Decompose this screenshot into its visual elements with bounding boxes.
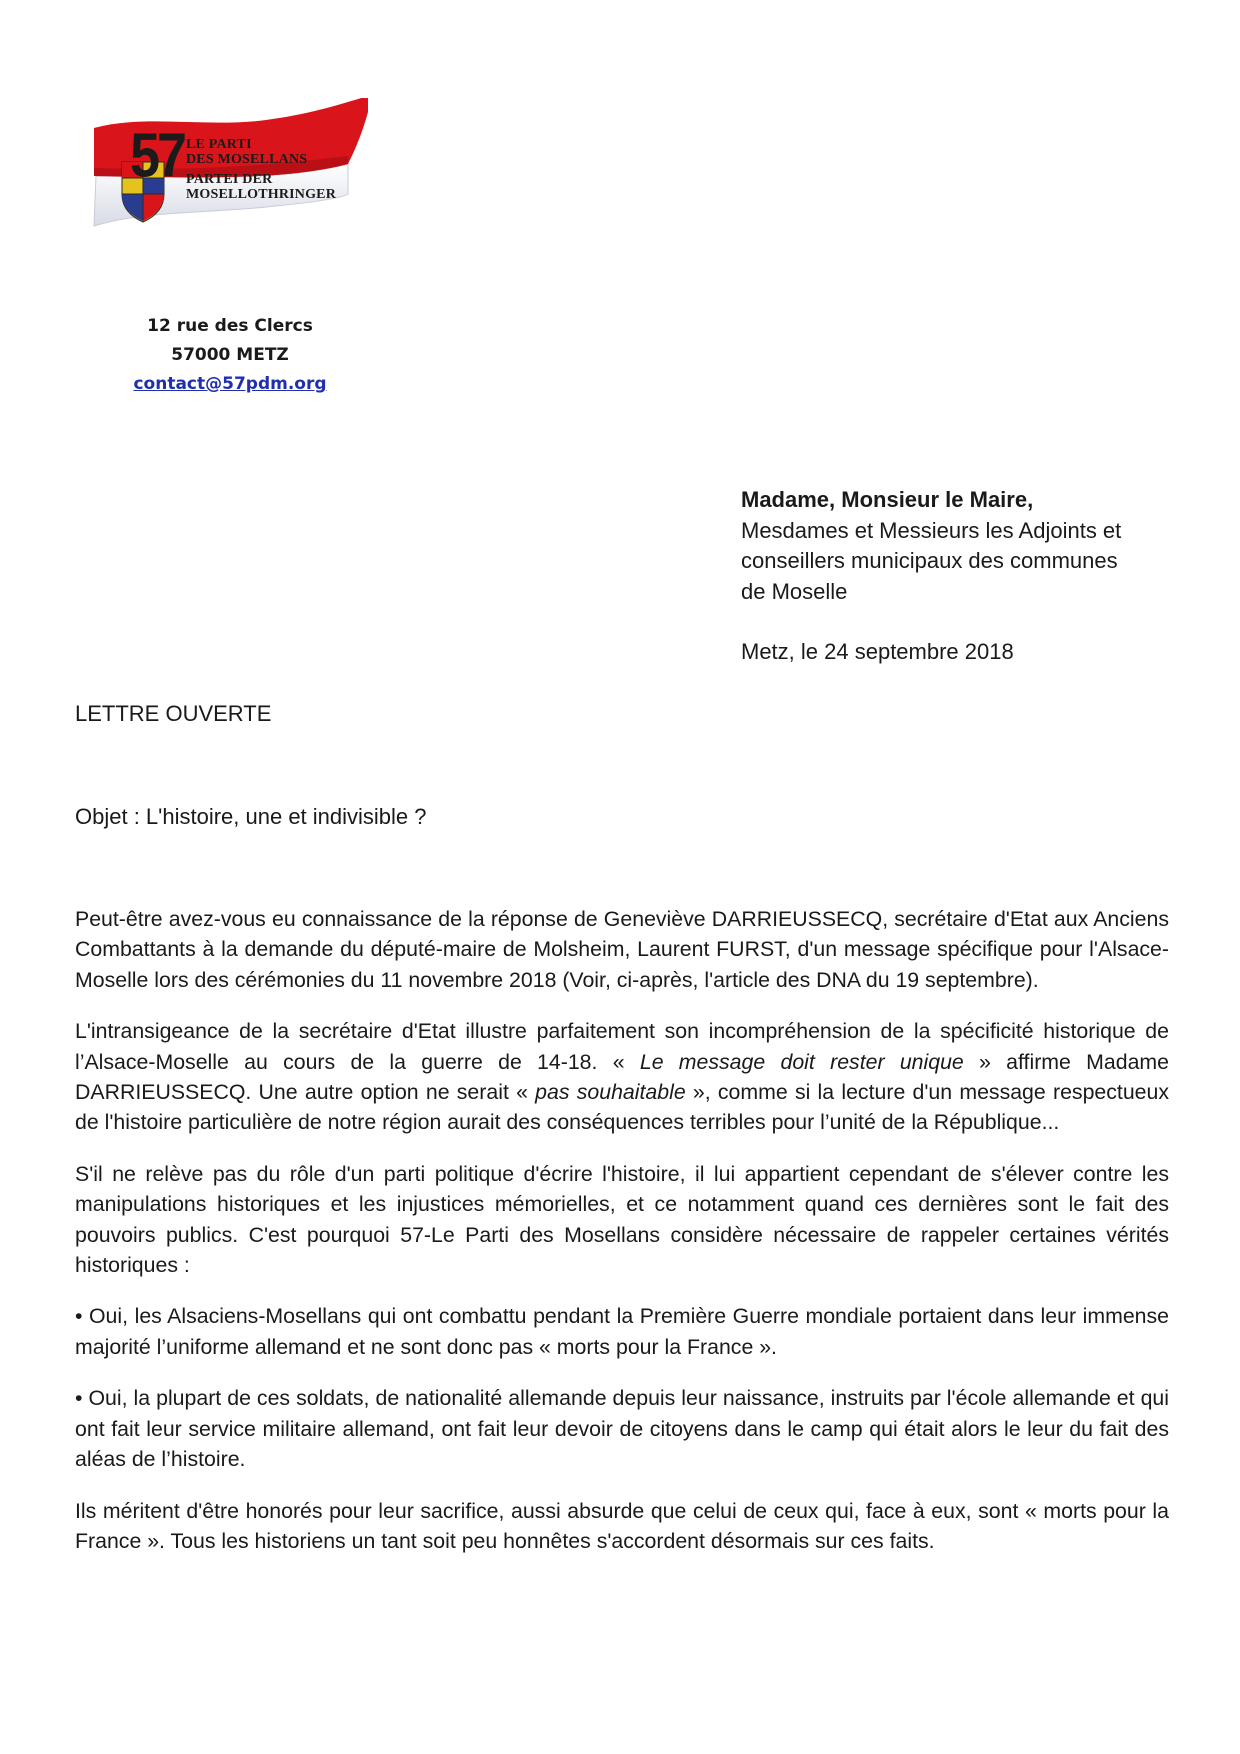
- quote-pas-souhaitable: pas souhaitable: [535, 1080, 686, 1105]
- recipient-line-1: Mesdames et Messieurs les Adjoints et: [741, 517, 1122, 543]
- body-paragraph-2-part-a: L'intransigeance de la secrétaire d'Etat illustre parfaitement son incompréhension de la spécificité historique de l’Alsace-Moselle au cours de la guerre de 14-18. «: [75, 1019, 1169, 1074]
- body-paragraph-2-part-b: » affirme Madame DARRIEUSSECQ. Une autre option ne serait «: [75, 1049, 1170, 1105]
- body-paragraph-1: Peut-être avez-vous eu connaissance de la réponse de Geneviève DARRIEUSSECQ, secrétaire d'Etat aux Anciens Combattants à la demande du député-maire de Molsheim, Laurent FURST, d'un message spécifique pour l'Alsace-Moselle lors des cérémonies du 11 novembre 2018 (Voir, ci-après, l'article des DNA du 19 septembre).: [75, 907, 1169, 992]
- sender-street: 12 rue des Clercs: [147, 316, 313, 336]
- letter-date: Metz, le 24 septembre 2018: [741, 639, 1014, 664]
- recipient-line-2: conseillers municipaux des communes: [741, 548, 1118, 573]
- party-logo: [86, 98, 386, 258]
- quote-message-unique: Le message doit rester unique: [639, 1049, 964, 1074]
- logo-text-line-3: PARTEI DER: [186, 172, 273, 187]
- recipient-line-3: de Moselle: [741, 578, 848, 604]
- logo-text-line-1: LE PARTI: [186, 137, 252, 152]
- logo-number: 57: [130, 121, 185, 191]
- recipient-block: [741, 485, 1161, 607]
- letter-body: [75, 904, 1169, 1577]
- body-paragraph-2-part-c: », comme si la lecture d'un message respectueux de l'histoire particulière de notre région aurait des conséquences terribles pour l’unité de la République...: [75, 1080, 1169, 1135]
- body-paragraph-3: S'il ne relève pas du rôle d'un parti politique d'écrire l'histoire, il lui appartient cependant de s'élever contre les manipulations historiques et les injustices mémorielles, et ce notamment quand ces dernières sont le fait des pouvoirs publics. C'est pourquoi 57-Le Parti des Mosellans considère nécessaire de rappeler certaines vérités historiques :: [75, 1161, 1169, 1278]
- logo-text-line-2: DES MOSELLANS: [186, 152, 308, 167]
- sender-city: 57000 METZ: [171, 345, 289, 365]
- body-bullet-1: • Oui, les Alsaciens-Mosellans qui ont combattu pendant la Première Guerre mondiale portaient dans leur immense majorité l’uniforme allemand et ne sont donc pas « morts pour la France ».: [75, 1304, 1169, 1359]
- sender-address: [120, 312, 340, 399]
- logo-text-line-4: MOSELLOTHRINGER: [186, 187, 337, 202]
- body-paragraph-6: Ils méritent d'être honorés pour leur sacrifice, aussi absurde que celui de ceux qui, face à eux, sont « morts pour la France ». Tous les historiens un tant soit peu honnêtes s'accordent désormais sur ces faits.: [75, 1498, 1169, 1553]
- open-letter-heading: LETTRE OUVERTE: [75, 701, 272, 726]
- sender-email-link[interactable]: contact@57pdm.org: [133, 374, 327, 394]
- body-bullet-2: • Oui, la plupart de ces soldats, de nationalité allemande depuis leur naissance, instruits par l'école allemande et qui ont fait leur service militaire allemand, ont fait leur devoir de citoyens dans le camp qui était alors le leur du fait des aléas de l’histoire.: [75, 1386, 1169, 1472]
- body-paragraph-2: [75, 1016, 1169, 1138]
- recipient-title: Madame, Monsieur le Maire,: [741, 487, 1034, 512]
- letter-subject: Objet : L'histoire, une et indivisible ?: [75, 804, 427, 829]
